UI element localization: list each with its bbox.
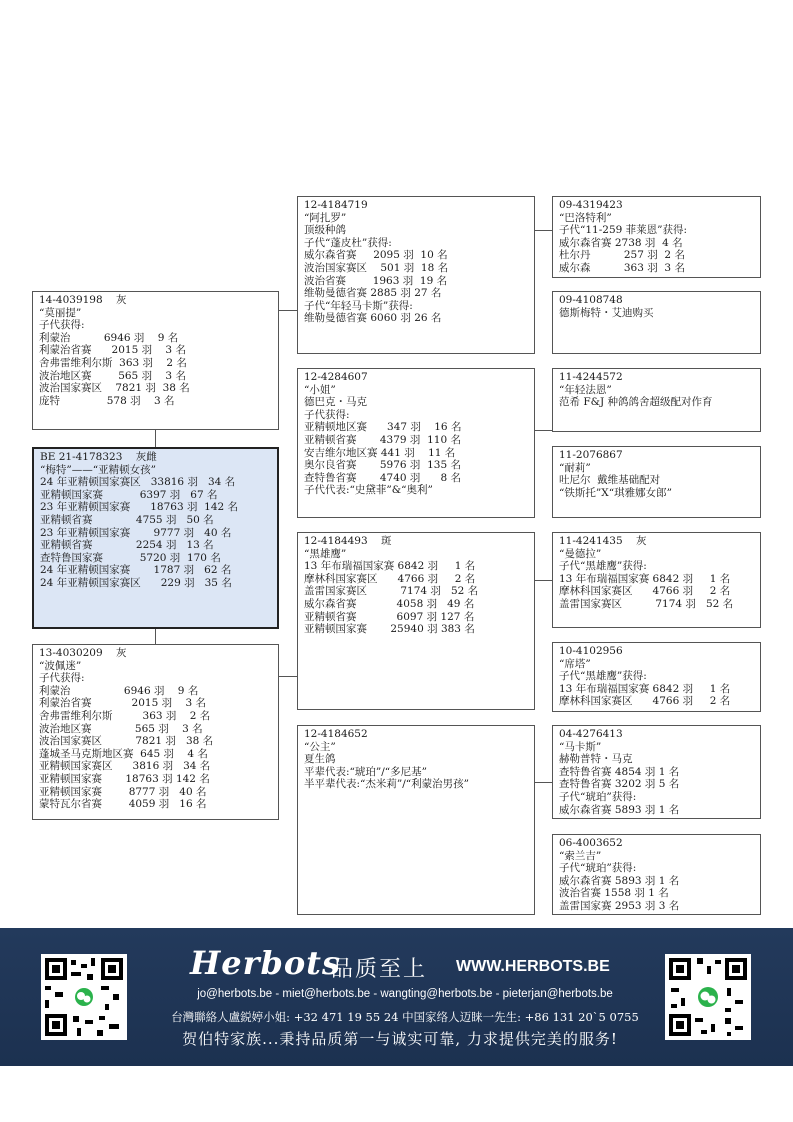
family-motto: 贺伯特家族...秉持品质第一与诚实可靠, 力求提供完美的服务!	[182, 1030, 618, 1048]
connector	[534, 580, 552, 581]
connector	[534, 430, 552, 431]
pedigree-line: 赫勒普特・马克	[559, 753, 633, 766]
pedigree-line: “巴洛特利”	[559, 211, 612, 224]
pedigree-line: 亚精顿省赛 2254 羽 13 名	[40, 539, 214, 552]
ring-number: 09-4108748	[559, 294, 623, 306]
pedigree-line: 蓬城圣马克斯地区赛 645 羽 4 名	[39, 747, 208, 760]
pedigree-line: 吐尼尔 戴维基础配对	[559, 474, 661, 487]
pedigree-line: “黑雄鹰”	[304, 547, 347, 560]
pedigree-line: 威尔森省赛 2095 羽 10 名	[304, 249, 448, 262]
pedigree-line: 查特鲁省赛 4854 羽 1 名	[559, 765, 680, 778]
pedigree-line: 维勒曼德省赛 2885 羽 27 名	[304, 287, 442, 300]
pedigree-line: “莫丽提”	[39, 306, 82, 319]
pedigree-line: 23 年亚精顿国家赛 9777 羽 40 名	[40, 526, 232, 539]
pedigree-line: 亚精顿国家赛 8777 羽 40 名	[39, 785, 207, 798]
pedigree-line: 子代获得:	[39, 672, 85, 685]
pedigree-line: “公主”	[304, 740, 336, 753]
ds-sire-card	[552, 532, 761, 628]
pedigree-line: 子代代表:“史黛菲”&“奥利”	[304, 484, 433, 497]
pedigree-line: “年轻法恩”	[559, 383, 612, 396]
pedigree-line: 顶级种鸽	[304, 224, 346, 237]
ring-number: 12-4284607	[304, 371, 368, 383]
pedigree-line: “席塔”	[559, 657, 591, 670]
pedigree-line: 安吉维尔地区赛 441 羽 11 名	[304, 446, 456, 459]
pedigree-line: 查特鲁国家赛 5720 羽 170 名	[40, 551, 221, 564]
pedigree-line: 子代“11-259 菲莱恩”获得:	[559, 224, 688, 237]
email-contacts[interactable]: jo@herbots.be - miet@herbots.be - wangting@herbots.be - pieterjan@herbots.be	[197, 988, 613, 1000]
pedigree-line: 庞特 578 羽 3 名	[39, 394, 175, 407]
ring-number: 09-4319423	[559, 199, 623, 211]
dd-sire-card	[552, 725, 761, 819]
pedigree-line: “阿扎罗”	[304, 211, 347, 224]
sire-card	[32, 291, 279, 430]
pedigree-line: 杜尔丹 257 羽 2 名	[559, 249, 685, 262]
pedigree-line: 13 年布瑞福国家赛 6842 羽 1 名	[559, 572, 731, 585]
pedigree-line: 13 年布瑞福国家赛 6842 羽 1 名	[559, 682, 731, 695]
qr-code-icon	[41, 954, 127, 1040]
pedigree-line: 子代“黑雄鹰”获得:	[559, 670, 647, 683]
pedigree-line: 波治地区赛 565 羽 3 名	[39, 369, 186, 382]
pedigree-line: 亚精顿省赛 4379 羽 110 名	[304, 433, 461, 446]
pedigree-line: 24 年亚精顿国家赛 1787 羽 62 名	[40, 564, 232, 577]
dam-card	[32, 644, 279, 820]
pedigree-line: 摩林科国家赛区 4766 羽 2 名	[559, 585, 731, 598]
pedigree-line: 威尔森省赛 4058 羽 49 名	[304, 597, 475, 610]
pedigree-line: 威尔森省赛 2738 羽 4 名	[559, 236, 683, 249]
connector	[534, 230, 552, 231]
ring-number: 10-4102956	[559, 645, 623, 657]
sd-sire-card	[552, 368, 761, 432]
ring-number: 12-4184652	[304, 728, 368, 740]
ring-number: 06-4003652	[559, 837, 623, 849]
qr-code-graphic	[41, 954, 127, 1040]
connector	[534, 782, 552, 783]
pedigree-line: 子代“黑雄鹰”获得:	[559, 560, 647, 573]
pedigree-line: 子代“琥珀”获得:	[559, 790, 637, 803]
pedigree-line: “耐莉”	[559, 461, 591, 474]
pedigree-line: 维勒曼德省赛 6060 羽 26 名	[304, 312, 442, 325]
connector	[155, 430, 156, 447]
brand-slogan: 品质至上	[331, 957, 428, 982]
pedigree-line: 利蒙治省赛 2015 羽 3 名	[39, 344, 186, 357]
wechat-qr-graphic	[665, 954, 751, 1040]
pedigree-line: “小姐”	[304, 383, 336, 396]
brand-logo: Herbots	[190, 944, 341, 982]
connector	[278, 676, 297, 677]
pedigree-line: 波治地区赛 565 羽 3 名	[39, 722, 203, 735]
ring-number: 11-4241435 灰	[559, 535, 647, 547]
pedigree-line: 波治国家赛区 501 羽 18 名	[304, 261, 449, 274]
pedigree-line: 波治国家赛区 7821 羽 38 名	[39, 382, 190, 395]
pedigree-line: 亚精顿国家赛区 3816 羽 34 名	[39, 760, 211, 773]
sire-sire-card	[297, 196, 535, 354]
pedigree-line: 平辈代表:“琥珀”/“多尼基”	[304, 765, 428, 778]
dam-sire-card	[297, 532, 535, 710]
wechat-icon	[665, 954, 751, 1040]
pedigree-line: 23 年亚精顿国家赛 18763 羽 142 名	[40, 501, 239, 514]
pedigree-line: 波治省赛 1558 羽 1 名	[559, 887, 669, 900]
pedigree-line: 查特鲁省赛 4740 羽 8 名	[304, 471, 461, 484]
ring-number: 11-4244572	[559, 371, 623, 383]
pedigree-line: 威尔森省赛 5893 羽 1 名	[559, 874, 680, 887]
pedigree-line: 亚精顿省赛 6097 羽 127 名	[304, 610, 475, 623]
pedigree-line: 摩林科国家赛区 4766 羽 2 名	[304, 572, 476, 585]
ring-number: 12-4184719	[304, 199, 368, 211]
ring-number: 11-2076867	[559, 449, 623, 461]
pedigree-line: 子代获得:	[39, 319, 85, 332]
pedigree-line: 子代“年轻马卡斯”获得:	[304, 299, 413, 312]
pedigree-line: 半平辈代表:“杰米莉”/“利蒙治男孩”	[304, 778, 470, 791]
pedigree-line: 利蒙治省赛 2015 羽 3 名	[39, 697, 206, 710]
pedigree-line: 子代获得:	[304, 408, 350, 421]
pedigree-line: 24 年亚精顿国家赛区 229 羽 35 名	[40, 576, 232, 589]
pedigree-line: 查特鲁省赛 3202 羽 5 名	[559, 778, 680, 791]
ring-number: 04-4276413	[559, 728, 623, 740]
pedigree-line: 24 年亚精顿国家赛区 33816 羽 34 名	[40, 476, 236, 489]
ds-dam-card	[552, 642, 761, 712]
pedigree-line: 范希 F&J 种鸽鸽舍超级配对作育	[559, 396, 713, 409]
pedigree-line: 子代“琥珀”获得:	[559, 862, 637, 875]
phone-contacts: 台灣聯絡人盧鋭婷小姐: +32 471 19 55 24 中国家络人迈睐一先生: +86 131 20`5 0755	[171, 1010, 639, 1024]
connector	[155, 628, 156, 644]
pedigree-line: “铁斯托”X“琪雅娜女郎”	[559, 486, 672, 499]
pedigree-line: 利蒙治 6946 羽 9 名	[39, 684, 199, 697]
pedigree-line: 亚精顿省赛 4755 羽 50 名	[40, 513, 214, 526]
pedigree-line: 波治省赛 1963 羽 19 名	[304, 274, 448, 287]
pedigree-line: 子代“蓬皮杜”获得:	[304, 236, 392, 249]
footer-banner	[0, 928, 793, 1066]
ring-number: 14-4039198 灰	[39, 294, 127, 306]
pedigree-line: 亚精顿国家赛 18763 羽 142 名	[39, 772, 210, 785]
pedigree-line: 摩林科国家赛区 4766 羽 2 名	[559, 695, 731, 708]
sd-dam-card	[552, 446, 761, 518]
pedigree-line: 舍弗雷维利尔斯 363 羽 2 名	[39, 709, 211, 722]
pedigree-line: 奥尔良省赛 5976 羽 135 名	[304, 459, 461, 472]
ring-number: 13-4030209 灰	[39, 647, 127, 659]
pedigree-line: 利蒙治 6946 羽 9 名	[39, 331, 179, 344]
sire-dam-card	[297, 368, 535, 518]
pedigree-line: “马卡斯”	[559, 740, 602, 753]
ss-dam-card	[552, 291, 761, 354]
pedigree-line: 波治国家赛区 7821 羽 38 名	[39, 735, 214, 748]
pedigree-line: 盖雷国家赛区 7174 羽 52 名	[304, 585, 479, 598]
dd-dam-card	[552, 834, 761, 915]
pedigree-line: 亚精顿国家赛 6397 羽 67 名	[40, 488, 218, 501]
pedigree-line: 盖雷国家赛区 7174 羽 52 名	[559, 597, 734, 610]
pedigree-line: “梅特”——“亚精顿女孩”	[40, 463, 156, 476]
pedigree-line: “波佩迷”	[39, 659, 82, 672]
pedigree-line: 威尔森 363 羽 3 名	[559, 261, 685, 274]
pedigree-line: 13 年布瑞福国家赛 6842 羽 1 名	[304, 560, 476, 573]
pedigree-line: 盖雷国家赛 2953 羽 3 名	[559, 899, 680, 912]
pedigree-line: 德巴克・马克	[304, 396, 367, 409]
pedigree-line: 亚精顿地区赛 347 羽 16 名	[304, 421, 462, 434]
pedigree-line: “索兰吉”	[559, 849, 602, 862]
ss-sire-card	[552, 196, 761, 278]
connector	[278, 310, 297, 311]
ring-number: BE 21-4178323 灰雌	[40, 451, 157, 463]
pedigree-line: 威尔森省赛 5893 羽 1 名	[559, 803, 680, 816]
website-link[interactable]: WWW.HERBOTS.BE	[456, 958, 610, 975]
pedigree-line: 蒙特瓦尔省赛 4059 羽 16 名	[39, 798, 207, 811]
dam-dam-card	[297, 725, 535, 915]
pedigree-line: “曼德拉”	[559, 547, 602, 560]
subject-card	[32, 447, 279, 629]
pedigree-line: 德斯梅特・艾迪购买	[559, 306, 654, 319]
pedigree-line: 亚精顿国家赛 25940 羽 383 名	[304, 623, 475, 636]
pedigree-line: 舍弗雷维利尔斯 363 羽 2 名	[39, 356, 187, 369]
ring-number: 12-4184493 斑	[304, 535, 392, 547]
pedigree-line: 夏生鸽	[304, 753, 336, 766]
